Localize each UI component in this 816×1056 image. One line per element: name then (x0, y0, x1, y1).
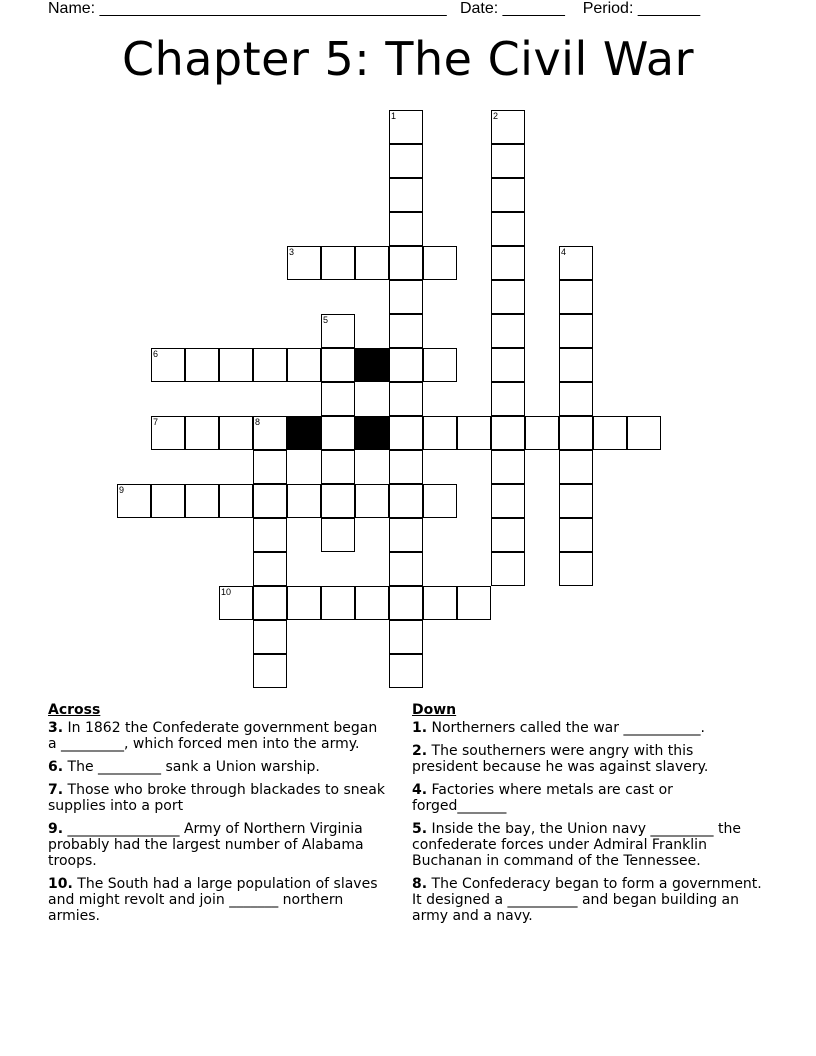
clue-down-8: 8. The Confederacy began to form a government. It designed a __________ and began building an army and a navy. (412, 876, 762, 924)
grid-cell[interactable] (389, 518, 423, 552)
clue-number: 7 (153, 417, 159, 427)
clue-number: 6 (153, 349, 159, 359)
grid-cell[interactable] (389, 246, 423, 280)
grid-cell[interactable] (185, 484, 219, 518)
clue-across-7: 7. Those who broke through blackades to sneak supplies into a port (48, 782, 385, 814)
page-title: Chapter 5: The Civil War (121, 32, 695, 86)
grid-cell[interactable] (321, 382, 355, 416)
grid-cell[interactable] (491, 518, 525, 552)
grid-cell[interactable] (287, 246, 321, 280)
grid-cell[interactable] (491, 144, 525, 178)
grid-cell[interactable] (491, 280, 525, 314)
grid-cell[interactable] (253, 552, 287, 586)
grid-cell[interactable] (253, 518, 287, 552)
grid-cell[interactable] (321, 416, 355, 450)
grid-cell[interactable] (559, 314, 593, 348)
grid-cell[interactable] (321, 450, 355, 484)
grid-cell[interactable] (321, 314, 355, 348)
grid-cell[interactable] (559, 246, 593, 280)
grid-cell[interactable] (321, 518, 355, 552)
grid-cell[interactable] (627, 416, 661, 450)
grid-cell[interactable] (321, 348, 355, 382)
grid-cell[interactable] (423, 246, 457, 280)
grid-cell[interactable] (423, 416, 457, 450)
grid-cell[interactable] (219, 348, 253, 382)
grid-cell[interactable] (253, 484, 287, 518)
grid-cell[interactable] (389, 382, 423, 416)
clue-across-9: 9. ________________ Army of Northern Virginia probably had the largest number of Alabama troops. (48, 821, 364, 869)
black-cell (355, 416, 389, 450)
grid-cell[interactable] (355, 586, 389, 620)
grid-cell[interactable] (151, 416, 185, 450)
grid-cell[interactable] (185, 416, 219, 450)
grid-cell[interactable] (253, 416, 287, 450)
clue-down-2: 2. The southerners were angry with this president because he was against slavery. (412, 743, 709, 775)
grid-cell[interactable] (389, 586, 423, 620)
grid-cell[interactable] (389, 552, 423, 586)
grid-cell[interactable] (389, 450, 423, 484)
grid-cell[interactable] (389, 348, 423, 382)
clue-number: 3 (289, 247, 295, 257)
grid-cell[interactable] (321, 586, 355, 620)
clue-down-1: 1. Northerners called the war ___________. (412, 720, 705, 736)
grid-cell[interactable] (491, 110, 525, 144)
grid-cell[interactable] (491, 416, 525, 450)
grid-cell[interactable] (491, 450, 525, 484)
clue-number: 9 (119, 485, 125, 495)
grid-cell[interactable] (559, 348, 593, 382)
grid-cell[interactable] (219, 586, 253, 620)
grid-cell[interactable] (559, 416, 593, 450)
grid-cell[interactable] (593, 416, 627, 450)
grid-cell[interactable] (389, 620, 423, 654)
grid-cell[interactable] (389, 144, 423, 178)
grid-cell[interactable] (321, 246, 355, 280)
grid-cell[interactable] (559, 484, 593, 518)
grid-cell[interactable] (389, 212, 423, 246)
grid-cell[interactable] (423, 348, 457, 382)
clue-number: 8 (255, 417, 261, 427)
grid-cell[interactable] (457, 586, 491, 620)
grid-cell[interactable] (491, 246, 525, 280)
clue-across-10: 10. The South had a large population of slaves and might revolt and join _______ northern armies. (48, 876, 378, 924)
black-cell (355, 348, 389, 382)
grid-cell[interactable] (389, 280, 423, 314)
grid-cell[interactable] (151, 484, 185, 518)
grid-cell[interactable] (253, 348, 287, 382)
grid-cell[interactable] (253, 586, 287, 620)
clue-number: 5 (323, 315, 329, 325)
grid-cell[interactable] (185, 348, 219, 382)
grid-cell[interactable] (321, 484, 355, 518)
grid-cell[interactable] (151, 348, 185, 382)
grid-cell[interactable] (559, 382, 593, 416)
grid-cell[interactable] (389, 654, 423, 688)
down-heading: Down (412, 702, 457, 718)
grid-cell[interactable] (491, 348, 525, 382)
clue-number: 4 (561, 247, 567, 257)
grid-cell[interactable] (559, 518, 593, 552)
grid-cell[interactable] (491, 314, 525, 348)
grid-cell[interactable] (389, 110, 423, 144)
grid-cell[interactable] (389, 178, 423, 212)
grid-cell[interactable] (491, 484, 525, 518)
clue-down-4: 4. Factories where metals are cast or forged_______ (412, 782, 673, 814)
grid-cell[interactable] (525, 416, 559, 450)
grid-cell[interactable] (389, 484, 423, 518)
grid-cell[interactable] (287, 586, 321, 620)
grid-cell[interactable] (559, 280, 593, 314)
grid-cell[interactable] (491, 552, 525, 586)
grid-cell[interactable] (287, 484, 321, 518)
across-heading: Across (48, 702, 101, 718)
clue-number: 2 (493, 111, 499, 121)
grid-cell[interactable] (423, 586, 457, 620)
grid-cell[interactable] (491, 178, 525, 212)
grid-cell[interactable] (389, 416, 423, 450)
grid-cell[interactable] (219, 484, 253, 518)
clue-across-6: 6. The _________ sank a Union warship. (48, 759, 320, 775)
grid-cell[interactable] (355, 484, 389, 518)
down-clues (412, 702, 762, 931)
clue-number: 10 (221, 587, 232, 597)
clue-number: 1 (391, 111, 397, 121)
grid-cell[interactable] (253, 654, 287, 688)
grid-cell[interactable] (219, 416, 253, 450)
grid-cell[interactable] (457, 416, 491, 450)
clue-down-5: 5. Inside the bay, the Union navy _________ the confederate forces under Admiral Franklin Buchanan in command of the Tennessee. (412, 821, 741, 869)
across-clues (48, 702, 388, 931)
grid-cell[interactable] (253, 620, 287, 654)
grid-cell[interactable] (423, 484, 457, 518)
grid-cell[interactable] (117, 484, 151, 518)
grid-cell[interactable] (253, 450, 287, 484)
grid-cell[interactable] (389, 314, 423, 348)
grid-cell[interactable] (559, 450, 593, 484)
grid-cell[interactable] (355, 246, 389, 280)
header-fields: Name: _______________________________________ Date: _______ Period: _______ (48, 0, 701, 17)
clue-across-3: 3. In 1862 the Confederate government began a _________, which forced men into the army. (48, 720, 378, 752)
grid-cell[interactable] (559, 552, 593, 586)
black-cell (287, 416, 321, 450)
grid-cell[interactable] (491, 382, 525, 416)
grid-cell[interactable] (491, 212, 525, 246)
grid-cell[interactable] (287, 348, 321, 382)
